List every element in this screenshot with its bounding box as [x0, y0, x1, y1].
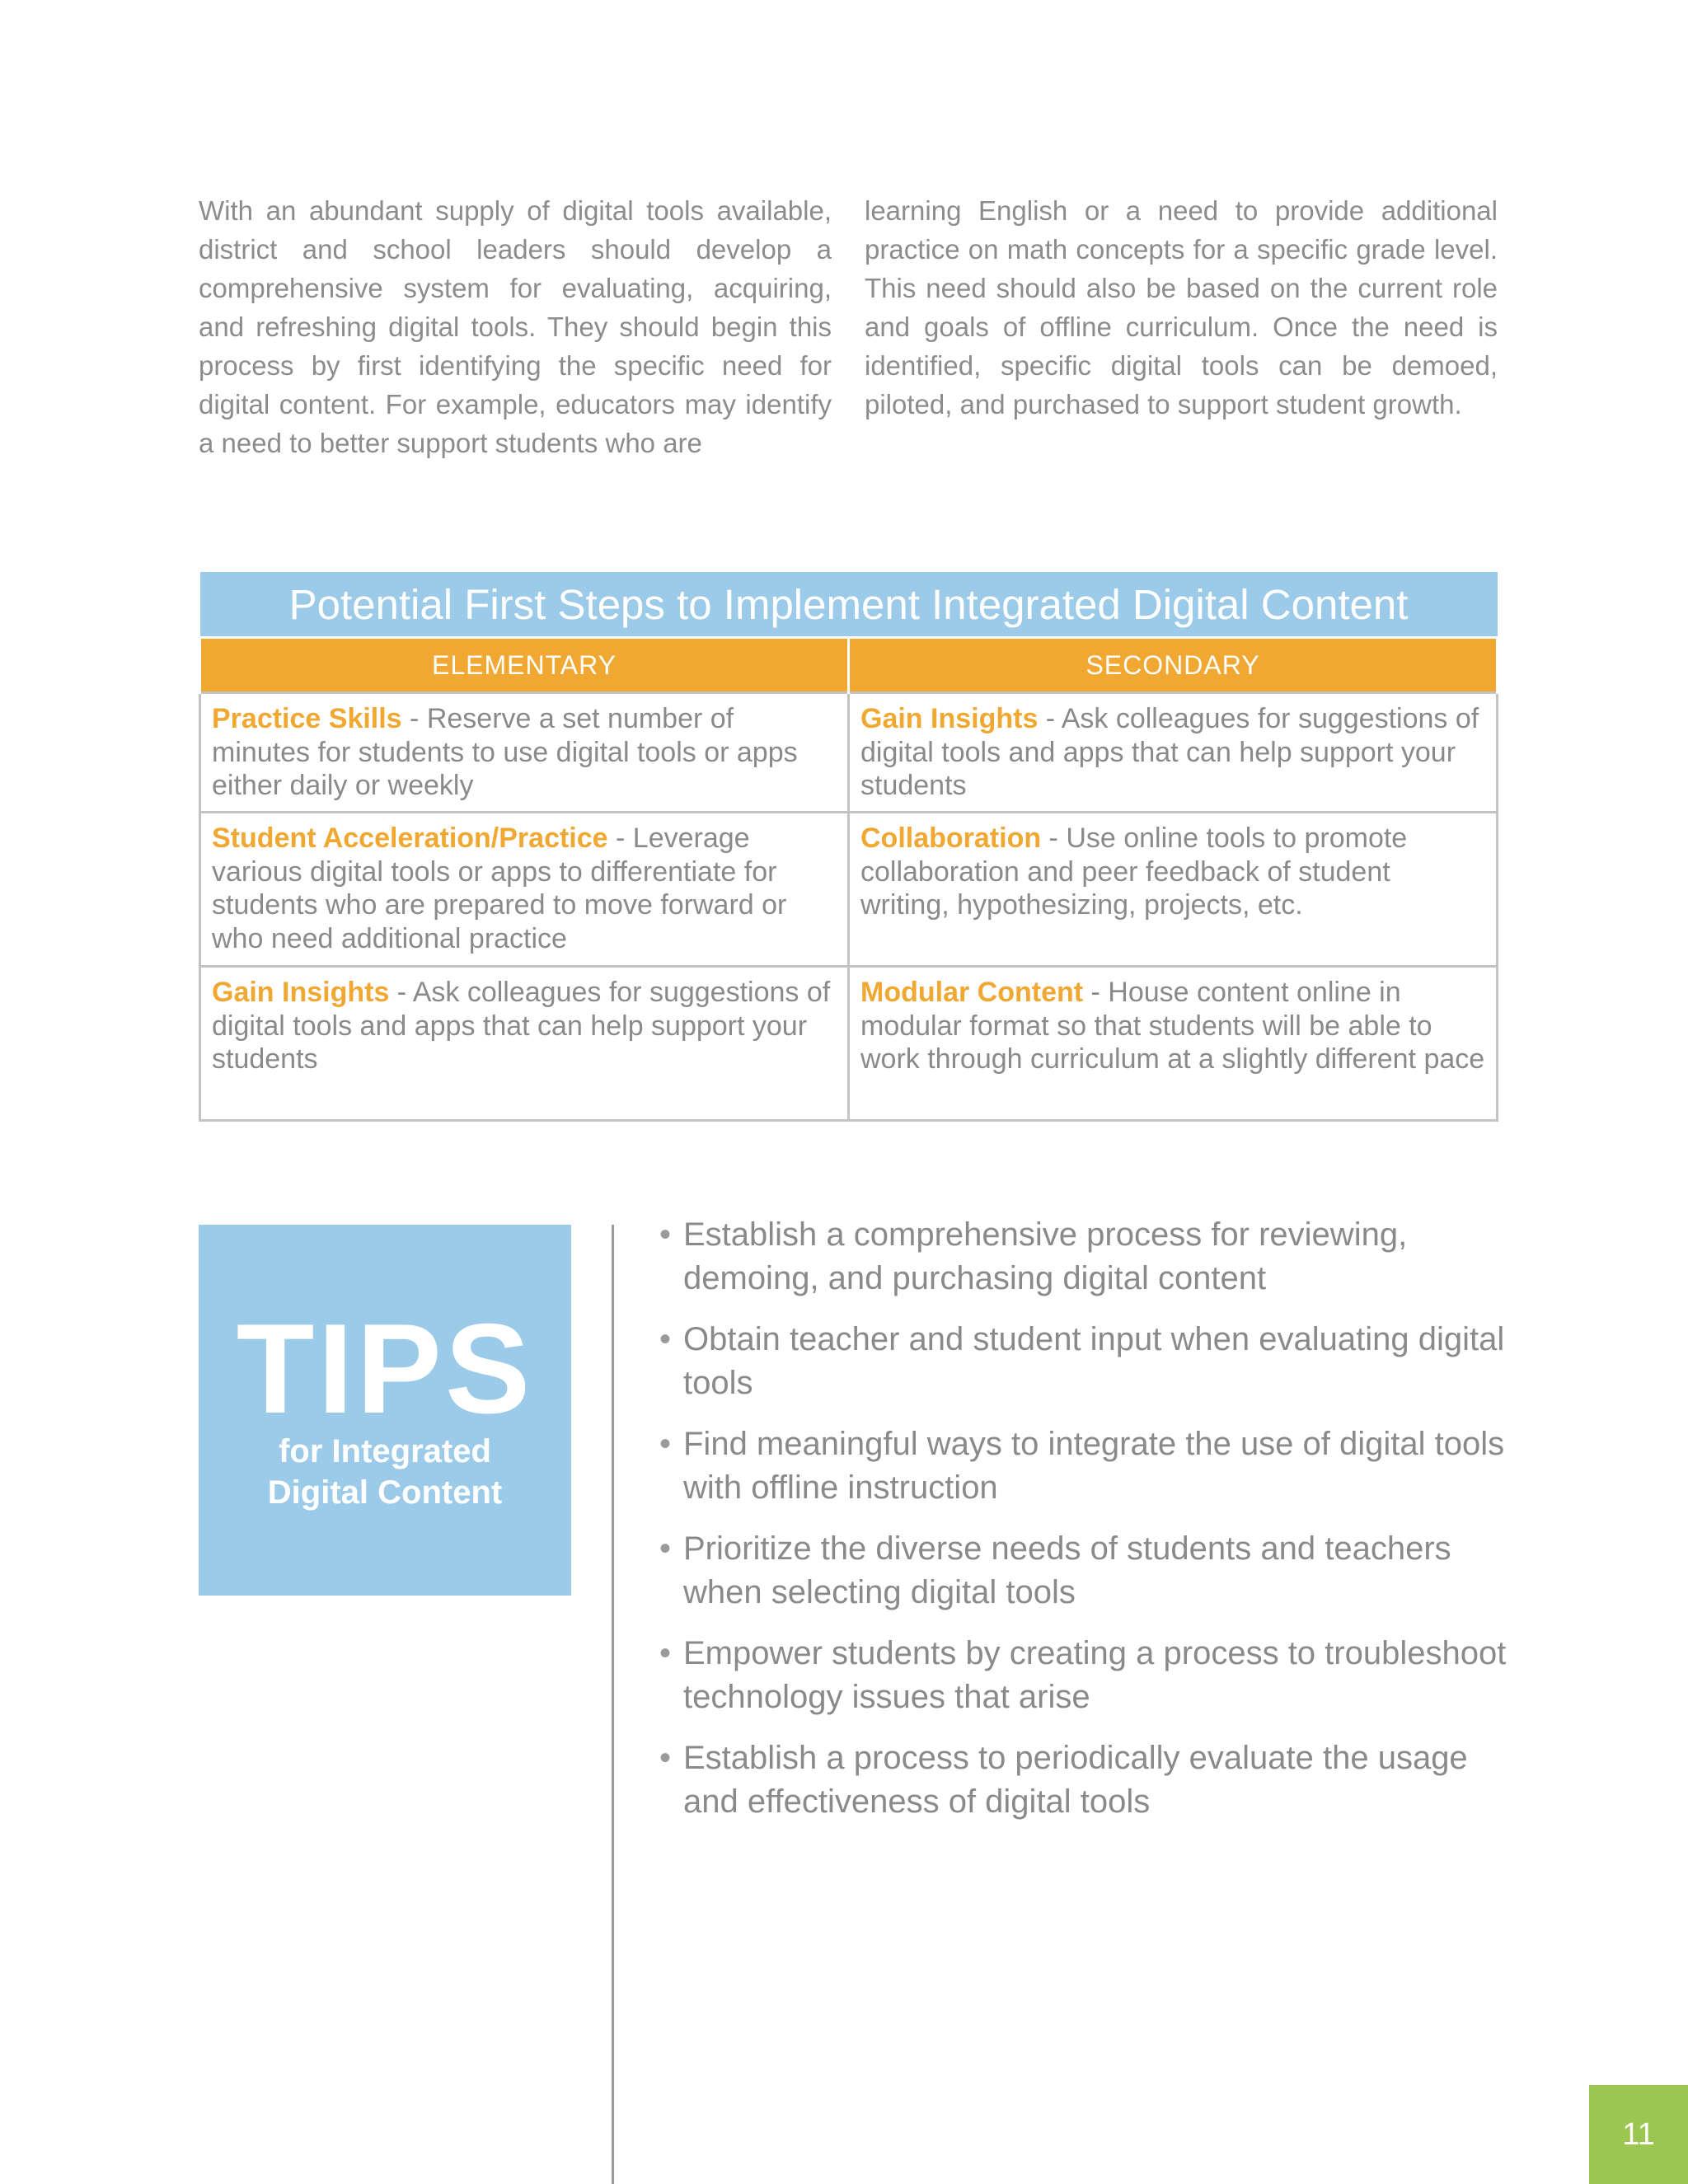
table-cell	[849, 693, 1498, 813]
table-cell	[200, 693, 849, 813]
table-cell	[849, 813, 1498, 967]
table-cell	[849, 967, 1498, 1121]
cell-lead: Practice Skills	[212, 703, 402, 734]
tips-subtitle	[199, 1431, 571, 1513]
tips-subtitle-line1: for Integrated	[279, 1433, 491, 1469]
cell-text: - Reserve a set number of minutes for students to use digital tools or apps either daily or weekly	[212, 703, 798, 801]
divider-line	[612, 1225, 614, 2184]
tip-text: Find meaningful ways to integrate the use of digital tools with offline instruction	[683, 1426, 1505, 1506]
cell-lead: Collaboration	[860, 823, 1042, 854]
tip-text: Establish a process to periodically evaluate the usage and effectiveness of digital tools	[683, 1740, 1468, 1820]
bullet-icon: •	[659, 1426, 672, 1462]
intro-column-right: learning English or a need to provide additional practice on math concepts for a specific grade level. This need should also be based on the current role and goals of offline curriculum. Once the need is identified, specific digital tools can be demoed, piloted, and purchased to support student growth.	[865, 195, 1498, 419]
column-header-secondary: SECONDARY	[849, 638, 1498, 693]
tip-text: Establish a comprehensive process for reviewing, demoing, and purchasing digital content	[683, 1216, 1408, 1296]
cell-text: - Use online tools to promote collaboration and peer feedback of student writing, hypothesizing, projects, etc.	[860, 823, 1408, 921]
tips-box	[199, 1225, 571, 1596]
list-item	[659, 1318, 1508, 1405]
tips-list	[659, 1213, 1508, 1841]
list-item	[659, 1527, 1508, 1615]
cell-text: - Ask colleagues for suggestions of digital tools and apps that can help support your students	[860, 703, 1479, 801]
cell-lead: Gain Insights	[860, 703, 1039, 734]
intro-column-left: With an abundant supply of digital tools available, district and school leaders should develop a comprehensive system for evaluating, acquiring, and refreshing digital tools. They should begin this process by first identifying the specific need for digital content. For example, educators may identify a need to better support students who are	[199, 195, 832, 458]
tip-text: Obtain teacher and student input when evaluating digital tools	[683, 1321, 1505, 1401]
table-row	[200, 967, 1498, 1121]
list-item	[659, 1213, 1508, 1301]
table-row	[200, 693, 1498, 813]
column-header-elementary: ELEMENTARY	[200, 638, 849, 693]
cell-lead: Modular Content	[860, 977, 1084, 1008]
list-item	[659, 1422, 1508, 1510]
cell-text: - Leverage various digital tools or apps to differentiate for students who are prepared to move forward or who need additional practice	[212, 823, 787, 954]
tips-subtitle-line2: Digital Content	[267, 1474, 503, 1511]
page-number: 11	[1589, 2085, 1688, 2184]
bullet-icon: •	[659, 1635, 672, 1671]
table-row	[200, 813, 1498, 967]
table-cell	[200, 967, 849, 1121]
intro-text	[199, 191, 1498, 463]
bullet-icon: •	[659, 1530, 672, 1567]
bullet-icon: •	[659, 1216, 672, 1253]
table-cell	[200, 813, 849, 967]
list-item	[659, 1736, 1508, 1824]
cell-lead: Gain Insights	[212, 977, 390, 1008]
cell-text: - House content online in modular format so that students will be able to work through curriculum at a slightly different pace	[860, 977, 1485, 1075]
tips-title: TIPS	[236, 1297, 534, 1440]
cell-text: - Ask colleagues for suggestions of digital tools and apps that can help support your students	[212, 977, 831, 1075]
tip-text: Empower students by creating a process to troubleshoot technology issues that arise	[683, 1635, 1507, 1715]
tip-text: Prioritize the diverse needs of students and teachers when selecting digital tools	[683, 1530, 1451, 1610]
table-title: Potential First Steps to Implement Integrated Digital Content	[200, 572, 1498, 638]
cell-lead: Student Acceleration/Practice	[212, 823, 608, 854]
bullet-icon: •	[659, 1321, 672, 1357]
first-steps-table	[199, 572, 1498, 1122]
bullet-icon: •	[659, 1740, 672, 1776]
list-item	[659, 1632, 1508, 1719]
